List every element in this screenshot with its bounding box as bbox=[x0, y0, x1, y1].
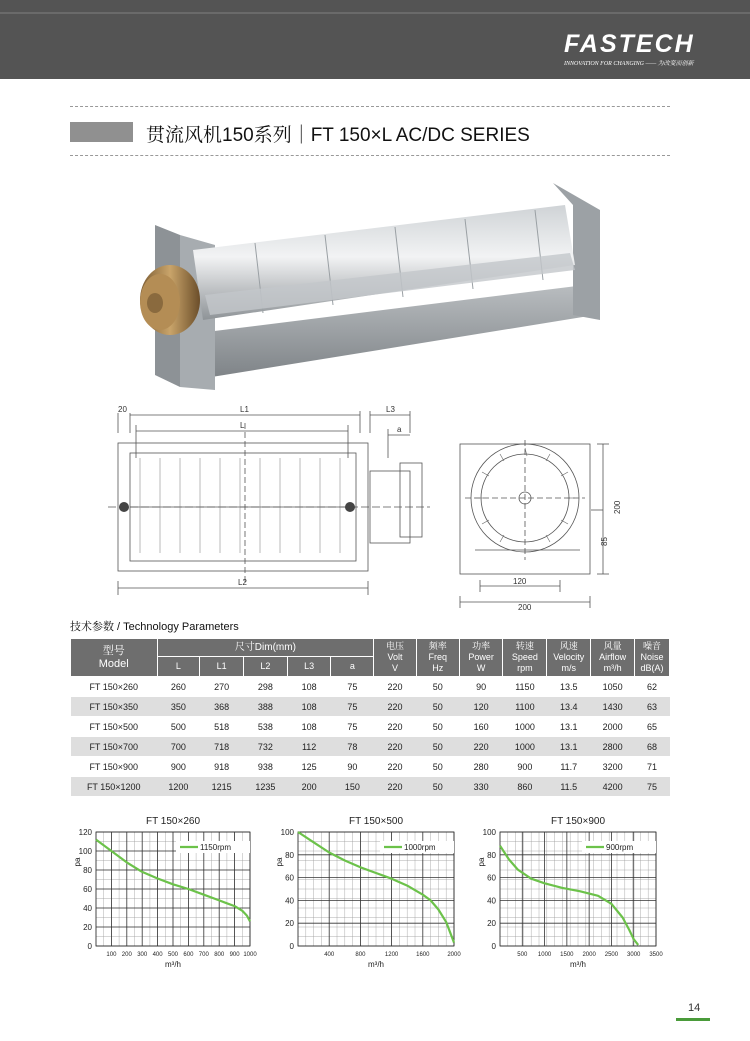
x-tick-label: 100 bbox=[106, 952, 117, 958]
table-cell: 160 bbox=[459, 717, 503, 737]
chart-title: FT 150×900 bbox=[550, 816, 606, 827]
header-dim-a: a bbox=[331, 657, 374, 677]
table-cell: 3200 bbox=[591, 757, 635, 777]
x-tick-label: 1500 bbox=[560, 952, 574, 958]
table-cell: 2000 bbox=[591, 717, 635, 737]
header-airflow: 风量 Airflow m³/h bbox=[591, 639, 635, 677]
table-cell: 1100 bbox=[503, 697, 547, 717]
table-cell: 63 bbox=[635, 697, 670, 717]
side-dim-200-width: 200 bbox=[518, 603, 532, 610]
x-tick-label: 300 bbox=[137, 952, 148, 958]
header-dim-L: L bbox=[157, 657, 200, 677]
header-volt: 电压 Volt V bbox=[374, 639, 417, 677]
table-cell: 280 bbox=[459, 757, 503, 777]
table-cell: 1215 bbox=[200, 777, 244, 797]
table-cell: 220 bbox=[374, 717, 417, 737]
header-noise: 噪音 Noise dB(A) bbox=[635, 639, 670, 677]
table-cell: 860 bbox=[503, 777, 547, 797]
table-cell: 108 bbox=[287, 717, 331, 737]
table-cell: 75 bbox=[635, 777, 670, 797]
x-tick-label: 800 bbox=[355, 952, 366, 958]
table-cell: 108 bbox=[287, 677, 331, 697]
table-cell: 330 bbox=[459, 777, 503, 797]
table-cell: 90 bbox=[459, 677, 503, 697]
x-tick-label: 800 bbox=[214, 952, 225, 958]
legend-label: 1150rpm bbox=[200, 843, 231, 852]
table-cell: 538 bbox=[244, 717, 288, 737]
table-cell: 1050 bbox=[591, 677, 635, 697]
title-divider-bottom bbox=[70, 155, 670, 156]
table-cell: 918 bbox=[200, 757, 244, 777]
y-tick-label: 40 bbox=[487, 896, 496, 906]
x-tick-label: 1200 bbox=[384, 952, 399, 958]
page-number: 14 bbox=[688, 1002, 701, 1014]
table-cell: 518 bbox=[200, 717, 244, 737]
table-cell: 4200 bbox=[591, 777, 635, 797]
table-cell: 718 bbox=[200, 737, 244, 757]
y-tick-label: 20 bbox=[285, 919, 294, 929]
table-cell: 900 bbox=[503, 757, 547, 777]
model-cell: FT 150×260 bbox=[71, 677, 158, 697]
x-tick-label: 700 bbox=[198, 952, 209, 958]
table-cell: 732 bbox=[244, 737, 288, 757]
table-cell: 368 bbox=[200, 697, 244, 717]
x-tick-label: 2500 bbox=[604, 952, 619, 958]
header-dimensions: 尺寸Dim(mm) bbox=[157, 639, 374, 657]
y-tick-label: 100 bbox=[78, 847, 92, 856]
x-tick-label: 2000 bbox=[582, 952, 596, 958]
table-cell: 220 bbox=[374, 737, 417, 757]
table-cell: 13.1 bbox=[547, 717, 591, 737]
y-tick-label: 40 bbox=[83, 904, 92, 913]
dim-label-a: a bbox=[397, 425, 402, 434]
chart-title: FT 150×260 bbox=[145, 816, 201, 827]
dim-label-L1: L1 bbox=[240, 405, 249, 414]
table-cell: 75 bbox=[331, 697, 374, 717]
table-cell: 75 bbox=[331, 717, 374, 737]
y-tick-label: 100 bbox=[280, 828, 294, 837]
y-tick-label: 20 bbox=[83, 923, 92, 932]
dim-label-L2: L2 bbox=[238, 578, 247, 587]
table-cell: 1000 bbox=[503, 717, 547, 737]
model-cell: FT 150×900 bbox=[71, 757, 158, 777]
table-cell: 78 bbox=[331, 737, 374, 757]
table-cell: 2800 bbox=[591, 737, 635, 757]
model-cell: FT 150×350 bbox=[71, 697, 158, 717]
dim-label-L: L bbox=[240, 421, 245, 430]
table-cell: 11.5 bbox=[547, 777, 591, 797]
brand-tagline: INNOVATION FOR CHANGING —— 为改变而创新 bbox=[564, 61, 694, 67]
x-axis-label: m³/h bbox=[165, 960, 181, 969]
y-axis-label: pa bbox=[477, 857, 486, 867]
x-tick-label: 400 bbox=[324, 952, 335, 958]
x-tick-label: 3000 bbox=[627, 952, 641, 958]
y-tick-label: 0 bbox=[491, 942, 496, 951]
y-tick-label: 80 bbox=[83, 866, 92, 875]
table-cell: 700 bbox=[157, 737, 200, 757]
table-cell: 50 bbox=[416, 717, 459, 737]
table-cell: 13.1 bbox=[547, 737, 591, 757]
table-cell: 120 bbox=[459, 697, 503, 717]
table-cell: 13.4 bbox=[547, 697, 591, 717]
x-tick-label: 1000 bbox=[243, 952, 257, 958]
table-cell: 50 bbox=[416, 697, 459, 717]
table-row bbox=[71, 697, 670, 717]
header-freq: 频率 Freq Hz bbox=[416, 639, 459, 677]
chart-ft150x260 bbox=[60, 812, 270, 982]
technology-parameters-title: 技术参数 / Technology Parameters bbox=[70, 621, 239, 633]
page-number-accent bbox=[676, 1018, 710, 1021]
header-dim-L3: L3 bbox=[287, 657, 331, 677]
header-speed: 转速 Speed rpm bbox=[503, 639, 547, 677]
table-cell: 350 bbox=[157, 697, 200, 717]
side-dimension-drawing bbox=[455, 440, 650, 610]
y-tick-label: 60 bbox=[285, 873, 294, 883]
y-tick-label: 120 bbox=[78, 828, 92, 837]
x-tick-label: 3500 bbox=[649, 952, 663, 958]
brand-logo: FASTECH bbox=[564, 30, 695, 58]
table-cell: 298 bbox=[244, 677, 288, 697]
y-axis-label: pa bbox=[275, 857, 284, 867]
y-tick-label: 40 bbox=[285, 896, 294, 906]
dim-label-L3: L3 bbox=[386, 405, 395, 414]
table-row bbox=[71, 677, 670, 697]
y-tick-label: 60 bbox=[83, 885, 92, 894]
table-cell: 200 bbox=[287, 777, 331, 797]
y-tick-label: 80 bbox=[285, 850, 294, 860]
header-dim-L1: L1 bbox=[200, 657, 244, 677]
table-cell: 71 bbox=[635, 757, 670, 777]
table-cell: 220 bbox=[374, 777, 417, 797]
table-cell: 150 bbox=[331, 777, 374, 797]
header-model bbox=[71, 639, 158, 677]
table-row bbox=[71, 777, 670, 797]
table-cell: 65 bbox=[635, 717, 670, 737]
header-model-cn: 型号 bbox=[102, 644, 125, 657]
y-tick-label: 0 bbox=[289, 942, 294, 951]
y-tick-label: 0 bbox=[87, 942, 92, 951]
table-cell: 220 bbox=[374, 677, 417, 697]
side-dim-200-height: 200 bbox=[613, 500, 622, 514]
model-cell: FT 150×1200 bbox=[71, 777, 158, 797]
table-row bbox=[71, 757, 670, 777]
table-cell: 220 bbox=[374, 697, 417, 717]
table-cell: 108 bbox=[287, 697, 331, 717]
y-tick-label: 60 bbox=[487, 873, 496, 883]
table-row bbox=[71, 717, 670, 737]
x-tick-label: 500 bbox=[167, 952, 179, 958]
table-cell: 270 bbox=[200, 677, 244, 697]
x-tick-label: 200 bbox=[121, 952, 132, 958]
legend-label: 1000rpm bbox=[404, 843, 436, 852]
table-cell: 500 bbox=[157, 717, 200, 737]
y-tick-label: 20 bbox=[487, 919, 496, 929]
table-cell: 112 bbox=[287, 737, 331, 757]
table-cell: 1430 bbox=[591, 697, 635, 717]
header-power: 功率 Power W bbox=[459, 639, 503, 677]
page-title: 贯流风机150系列｜FT 150×L AC/DC SERIES bbox=[146, 125, 530, 146]
table-cell: 75 bbox=[331, 677, 374, 697]
y-tick-label: 100 bbox=[482, 828, 496, 837]
table-cell: 90 bbox=[331, 757, 374, 777]
table-cell: 938 bbox=[244, 757, 288, 777]
table-cell: 13.5 bbox=[547, 677, 591, 697]
header-dim-L2: L2 bbox=[244, 657, 288, 677]
x-tick-label: 900 bbox=[229, 952, 240, 958]
table-cell: 11.7 bbox=[547, 757, 591, 777]
dim-label-20: 20 bbox=[118, 405, 127, 414]
table-cell: 50 bbox=[416, 757, 459, 777]
header-model-en: Model bbox=[98, 657, 129, 670]
header-velocity: 风速 Velocity m/s bbox=[547, 639, 591, 677]
fan-product-image bbox=[125, 175, 605, 395]
chart-ft150x900 bbox=[468, 812, 678, 982]
legend-label: 900rpm bbox=[606, 843, 634, 852]
table-row bbox=[71, 737, 670, 757]
table-cell: 220 bbox=[459, 737, 503, 757]
table-cell: 1000 bbox=[503, 737, 547, 757]
x-tick-label: 1000 bbox=[537, 952, 552, 958]
model-cell: FT 150×700 bbox=[71, 737, 158, 757]
title-divider-top bbox=[70, 106, 670, 107]
table-cell: 50 bbox=[416, 777, 459, 797]
table-cell: 900 bbox=[157, 757, 200, 777]
spec-table bbox=[70, 638, 670, 797]
x-tick-label: 2000 bbox=[447, 952, 461, 958]
header-edge-line bbox=[0, 12, 750, 14]
table-cell: 68 bbox=[635, 737, 670, 757]
table-cell: 62 bbox=[635, 677, 670, 697]
table-cell: 125 bbox=[287, 757, 331, 777]
table-cell: 388 bbox=[244, 697, 288, 717]
x-tick-label: 1600 bbox=[416, 952, 430, 958]
x-axis-label: m³/h bbox=[570, 960, 586, 969]
x-tick-label: 500 bbox=[517, 952, 528, 958]
chart-ft150x500 bbox=[268, 812, 468, 982]
table-cell: 1200 bbox=[157, 777, 200, 797]
side-dim-85: 85 bbox=[600, 537, 609, 546]
table-cell: 220 bbox=[374, 757, 417, 777]
table-cell: 50 bbox=[416, 677, 459, 697]
table-cell: 1150 bbox=[503, 677, 547, 697]
table-cell: 260 bbox=[157, 677, 200, 697]
y-tick-label: 80 bbox=[487, 850, 496, 860]
x-axis-label: m³/h bbox=[368, 960, 384, 969]
table-cell: 1235 bbox=[244, 777, 288, 797]
front-dimension-drawing bbox=[100, 403, 440, 603]
x-tick-label: 400 bbox=[152, 952, 163, 958]
model-cell: FT 150×500 bbox=[71, 717, 158, 737]
table-cell: 50 bbox=[416, 737, 459, 757]
y-axis-label: pa bbox=[73, 857, 82, 867]
x-tick-label: 600 bbox=[183, 952, 194, 958]
title-accent-box bbox=[70, 122, 133, 142]
side-dim-120: 120 bbox=[513, 577, 527, 586]
chart-title: FT 150×500 bbox=[348, 816, 404, 827]
